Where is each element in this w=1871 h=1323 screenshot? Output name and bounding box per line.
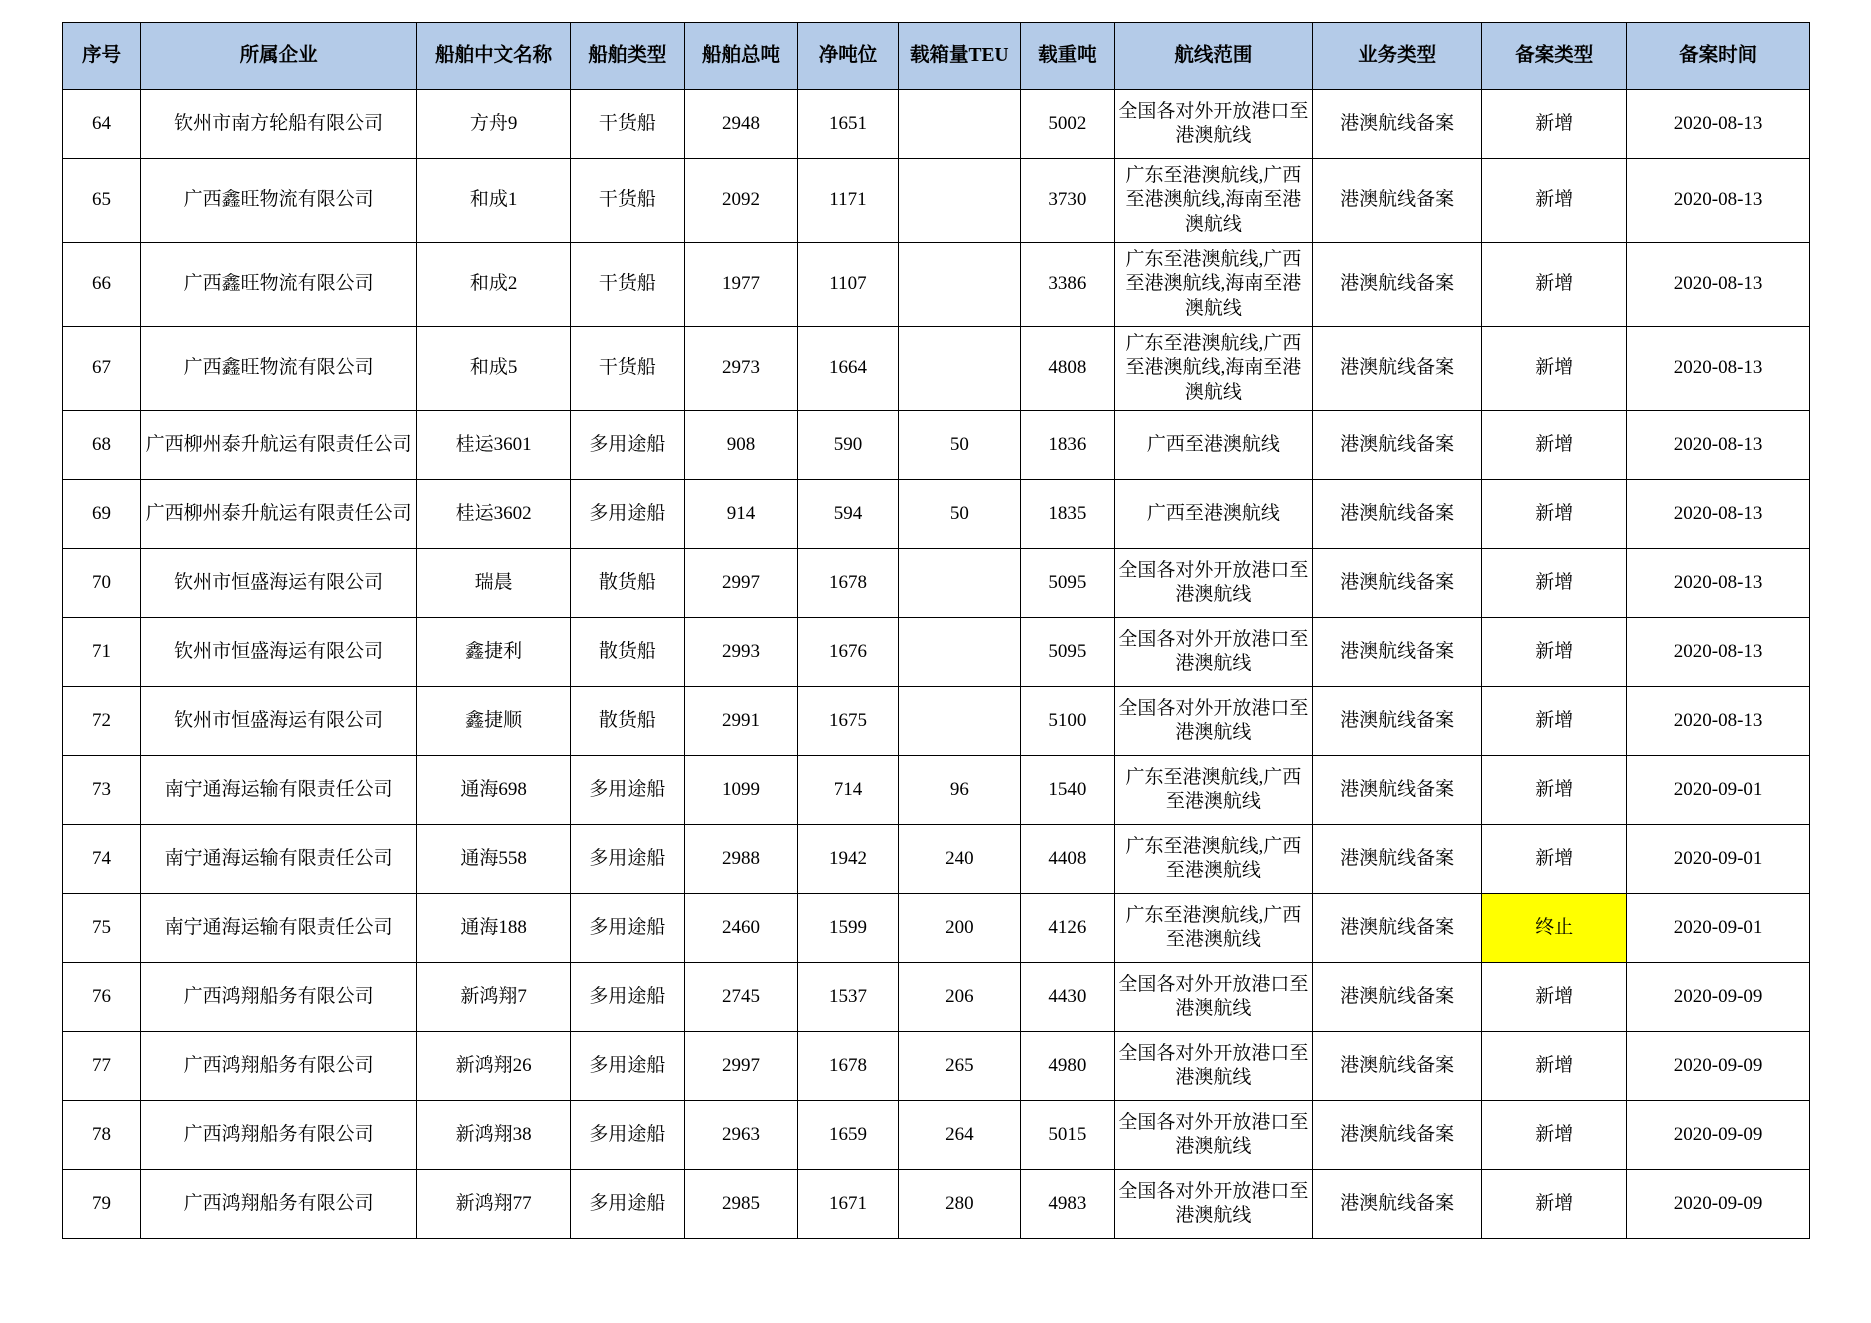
table-row [63,755,1810,824]
cell-net-tonnage: 1537 [798,962,898,1031]
cell-company: 广西鸿翔船务有限公司 [140,962,416,1031]
cell-gross-tonnage: 908 [684,410,798,479]
cell-deadweight: 4430 [1021,962,1115,1031]
cell-index: 79 [63,1169,141,1238]
column-header-business-type: 业务类型 [1313,23,1482,90]
cell-vessel-type: 多用途船 [571,479,685,548]
cell-route-range: 全国各对外开放港口至港澳航线 [1114,1031,1312,1100]
cell-company: 南宁通海运输有限责任公司 [140,893,416,962]
cell-net-tonnage: 1171 [798,159,898,243]
cell-deadweight: 1540 [1021,755,1115,824]
cell-record-type: 新增 [1482,1100,1627,1169]
table-row [63,1169,1810,1238]
cell-vessel-name: 桂运3602 [417,479,571,548]
cell-deadweight: 3386 [1021,242,1115,326]
cell-net-tonnage: 1678 [798,1031,898,1100]
cell-business-type: 港澳航线备案 [1313,1100,1482,1169]
column-header-deadweight: 载重吨 [1021,23,1115,90]
table-row [63,824,1810,893]
cell-record-type-terminated: 终止 [1482,893,1627,962]
cell-teu: 280 [898,1169,1021,1238]
cell-business-type: 港澳航线备案 [1313,90,1482,159]
cell-vessel-type: 干货船 [571,90,685,159]
cell-record-date: 2020-09-09 [1627,1169,1810,1238]
cell-company: 广西鑫旺物流有限公司 [140,326,416,410]
cell-route-range: 广东至港澳航线,广西至港澳航线 [1114,824,1312,893]
cell-gross-tonnage: 2985 [684,1169,798,1238]
column-header-vessel-type: 船舶类型 [571,23,685,90]
cell-teu [898,159,1021,243]
cell-gross-tonnage: 1099 [684,755,798,824]
cell-route-range: 广东至港澳航线,广西至港澳航线 [1114,755,1312,824]
cell-gross-tonnage: 2092 [684,159,798,243]
cell-record-type: 新增 [1482,410,1627,479]
cell-net-tonnage: 1659 [798,1100,898,1169]
cell-net-tonnage: 1678 [798,548,898,617]
cell-vessel-name: 桂运3601 [417,410,571,479]
table-row [63,326,1810,410]
cell-index: 71 [63,617,141,686]
table-row [63,686,1810,755]
column-header-vessel-name: 船舶中文名称 [417,23,571,90]
cell-record-date: 2020-08-13 [1627,242,1810,326]
cell-vessel-name: 通海188 [417,893,571,962]
cell-vessel-type: 干货船 [571,159,685,243]
cell-vessel-type: 多用途船 [571,1100,685,1169]
cell-business-type: 港澳航线备案 [1313,617,1482,686]
cell-business-type: 港澳航线备案 [1313,326,1482,410]
cell-gross-tonnage: 914 [684,479,798,548]
cell-vessel-name: 新鸿翔77 [417,1169,571,1238]
cell-business-type: 港澳航线备案 [1313,893,1482,962]
cell-vessel-type: 散货船 [571,686,685,755]
cell-vessel-name: 鑫捷利 [417,617,571,686]
cell-record-type: 新增 [1482,90,1627,159]
cell-record-date: 2020-08-13 [1627,159,1810,243]
cell-gross-tonnage: 2991 [684,686,798,755]
cell-company: 广西鑫旺物流有限公司 [140,159,416,243]
cell-record-date: 2020-09-09 [1627,1031,1810,1100]
cell-record-type: 新增 [1482,962,1627,1031]
table-header-row [63,23,1810,90]
cell-gross-tonnage: 2963 [684,1100,798,1169]
table-body [63,90,1810,1239]
cell-vessel-type: 多用途船 [571,824,685,893]
cell-teu: 50 [898,410,1021,479]
cell-route-range: 广东至港澳航线,广西至港澳航线 [1114,893,1312,962]
cell-company: 广西柳州泰升航运有限责任公司 [140,479,416,548]
cell-teu [898,90,1021,159]
cell-vessel-type: 多用途船 [571,755,685,824]
cell-index: 72 [63,686,141,755]
cell-record-date: 2020-08-13 [1627,686,1810,755]
cell-route-range: 广西至港澳航线 [1114,410,1312,479]
cell-record-type: 新增 [1482,479,1627,548]
cell-record-type: 新增 [1482,755,1627,824]
cell-vessel-type: 多用途船 [571,1031,685,1100]
cell-vessel-type: 多用途船 [571,893,685,962]
cell-deadweight: 4126 [1021,893,1115,962]
cell-record-type: 新增 [1482,617,1627,686]
cell-route-range: 全国各对外开放港口至港澳航线 [1114,90,1312,159]
cell-teu: 200 [898,893,1021,962]
cell-record-type: 新增 [1482,242,1627,326]
cell-vessel-name: 新鸿翔38 [417,1100,571,1169]
cell-net-tonnage: 594 [798,479,898,548]
cell-record-date: 2020-08-13 [1627,479,1810,548]
cell-record-type: 新增 [1482,824,1627,893]
cell-teu: 96 [898,755,1021,824]
cell-route-range: 广东至港澳航线,广西至港澳航线,海南至港澳航线 [1114,326,1312,410]
cell-record-date: 2020-09-09 [1627,962,1810,1031]
cell-vessel-name: 新鸿翔26 [417,1031,571,1100]
cell-index: 78 [63,1100,141,1169]
column-header-record-type: 备案类型 [1482,23,1627,90]
cell-gross-tonnage: 2973 [684,326,798,410]
cell-net-tonnage: 1107 [798,242,898,326]
cell-vessel-name: 瑞晨 [417,548,571,617]
cell-business-type: 港澳航线备案 [1313,410,1482,479]
table-row [63,90,1810,159]
cell-vessel-name: 和成5 [417,326,571,410]
cell-route-range: 全国各对外开放港口至港澳航线 [1114,686,1312,755]
cell-business-type: 港澳航线备案 [1313,755,1482,824]
cell-company: 南宁通海运输有限责任公司 [140,755,416,824]
cell-gross-tonnage: 1977 [684,242,798,326]
cell-route-range: 全国各对外开放港口至港澳航线 [1114,962,1312,1031]
cell-gross-tonnage: 2948 [684,90,798,159]
cell-deadweight: 5100 [1021,686,1115,755]
cell-teu [898,326,1021,410]
table-row [63,1031,1810,1100]
table-row [63,893,1810,962]
cell-vessel-type: 散货船 [571,617,685,686]
cell-record-date: 2020-09-01 [1627,755,1810,824]
cell-index: 69 [63,479,141,548]
cell-vessel-type: 干货船 [571,242,685,326]
cell-net-tonnage: 1942 [798,824,898,893]
cell-teu: 206 [898,962,1021,1031]
cell-vessel-name: 和成2 [417,242,571,326]
column-header-company: 所属企业 [140,23,416,90]
cell-index: 73 [63,755,141,824]
cell-index: 66 [63,242,141,326]
cell-deadweight: 1836 [1021,410,1115,479]
cell-gross-tonnage: 2745 [684,962,798,1031]
cell-business-type: 港澳航线备案 [1313,686,1482,755]
cell-net-tonnage: 1676 [798,617,898,686]
cell-index: 74 [63,824,141,893]
cell-company: 广西鸿翔船务有限公司 [140,1100,416,1169]
cell-business-type: 港澳航线备案 [1313,548,1482,617]
cell-vessel-name: 新鸿翔7 [417,962,571,1031]
cell-record-type: 新增 [1482,159,1627,243]
cell-business-type: 港澳航线备案 [1313,159,1482,243]
cell-net-tonnage: 714 [798,755,898,824]
cell-deadweight: 4408 [1021,824,1115,893]
cell-teu: 50 [898,479,1021,548]
cell-deadweight: 5015 [1021,1100,1115,1169]
cell-record-type: 新增 [1482,686,1627,755]
cell-company: 广西柳州泰升航运有限责任公司 [140,410,416,479]
cell-net-tonnage: 1599 [798,893,898,962]
cell-teu: 264 [898,1100,1021,1169]
table-row [63,479,1810,548]
cell-company: 钦州市恒盛海运有限公司 [140,617,416,686]
cell-route-range: 广西至港澳航线 [1114,479,1312,548]
cell-route-range: 广东至港澳航线,广西至港澳航线,海南至港澳航线 [1114,159,1312,243]
cell-vessel-type: 多用途船 [571,962,685,1031]
cell-record-date: 2020-08-13 [1627,326,1810,410]
cell-index: 68 [63,410,141,479]
cell-deadweight: 5002 [1021,90,1115,159]
cell-teu: 240 [898,824,1021,893]
cell-record-date: 2020-08-13 [1627,410,1810,479]
cell-business-type: 港澳航线备案 [1313,1169,1482,1238]
cell-record-type: 新增 [1482,548,1627,617]
vessel-registration-table [62,22,1810,1239]
cell-net-tonnage: 1675 [798,686,898,755]
table-row [63,242,1810,326]
cell-index: 75 [63,893,141,962]
column-header-route-range: 航线范围 [1114,23,1312,90]
cell-record-type: 新增 [1482,1031,1627,1100]
cell-gross-tonnage: 2997 [684,548,798,617]
cell-vessel-type: 干货船 [571,326,685,410]
table-row [63,410,1810,479]
cell-company: 广西鸿翔船务有限公司 [140,1169,416,1238]
cell-deadweight: 3730 [1021,159,1115,243]
column-header-index: 序号 [63,23,141,90]
table-row [63,159,1810,243]
cell-business-type: 港澳航线备案 [1313,1031,1482,1100]
cell-net-tonnage: 590 [798,410,898,479]
column-header-record-date: 备案时间 [1627,23,1810,90]
cell-record-date: 2020-09-09 [1627,1100,1810,1169]
cell-vessel-name: 通海558 [417,824,571,893]
cell-deadweight: 4983 [1021,1169,1115,1238]
cell-company: 钦州市恒盛海运有限公司 [140,686,416,755]
cell-teu [898,686,1021,755]
cell-record-date: 2020-09-01 [1627,893,1810,962]
table-row [63,548,1810,617]
cell-record-type: 新增 [1482,1169,1627,1238]
cell-record-type: 新增 [1482,326,1627,410]
cell-company: 广西鑫旺物流有限公司 [140,242,416,326]
cell-route-range: 全国各对外开放港口至港澳航线 [1114,617,1312,686]
cell-company: 钦州市南方轮船有限公司 [140,90,416,159]
cell-vessel-name: 通海698 [417,755,571,824]
cell-record-date: 2020-08-13 [1627,548,1810,617]
cell-index: 70 [63,548,141,617]
cell-deadweight: 5095 [1021,548,1115,617]
cell-company: 钦州市恒盛海运有限公司 [140,548,416,617]
cell-gross-tonnage: 2993 [684,617,798,686]
cell-net-tonnage: 1664 [798,326,898,410]
column-header-gross-tonnage: 船舶总吨 [684,23,798,90]
cell-record-date: 2020-08-13 [1627,90,1810,159]
column-header-teu: 载箱量TEU [898,23,1021,90]
column-header-net-tonnage: 净吨位 [798,23,898,90]
cell-deadweight: 5095 [1021,617,1115,686]
cell-gross-tonnage: 2997 [684,1031,798,1100]
cell-record-date: 2020-08-13 [1627,617,1810,686]
table-row [63,1100,1810,1169]
cell-route-range: 全国各对外开放港口至港澳航线 [1114,1169,1312,1238]
cell-net-tonnage: 1651 [798,90,898,159]
table-row [63,617,1810,686]
cell-index: 67 [63,326,141,410]
cell-index: 64 [63,90,141,159]
cell-index: 76 [63,962,141,1031]
cell-teu [898,548,1021,617]
cell-route-range: 全国各对外开放港口至港澳航线 [1114,548,1312,617]
cell-business-type: 港澳航线备案 [1313,479,1482,548]
cell-business-type: 港澳航线备案 [1313,824,1482,893]
cell-route-range: 全国各对外开放港口至港澳航线 [1114,1100,1312,1169]
cell-route-range: 广东至港澳航线,广西至港澳航线,海南至港澳航线 [1114,242,1312,326]
cell-vessel-type: 散货船 [571,548,685,617]
cell-gross-tonnage: 2988 [684,824,798,893]
cell-vessel-name: 鑫捷顺 [417,686,571,755]
cell-teu [898,617,1021,686]
cell-gross-tonnage: 2460 [684,893,798,962]
cell-deadweight: 4808 [1021,326,1115,410]
cell-index: 65 [63,159,141,243]
cell-vessel-name: 方舟9 [417,90,571,159]
cell-teu: 265 [898,1031,1021,1100]
cell-deadweight: 1835 [1021,479,1115,548]
cell-vessel-name: 和成1 [417,159,571,243]
table-header [63,23,1810,90]
cell-record-date: 2020-09-01 [1627,824,1810,893]
cell-deadweight: 4980 [1021,1031,1115,1100]
cell-business-type: 港澳航线备案 [1313,242,1482,326]
cell-net-tonnage: 1671 [798,1169,898,1238]
cell-vessel-type: 多用途船 [571,410,685,479]
cell-business-type: 港澳航线备案 [1313,962,1482,1031]
cell-company: 南宁通海运输有限责任公司 [140,824,416,893]
cell-teu [898,242,1021,326]
cell-company: 广西鸿翔船务有限公司 [140,1031,416,1100]
cell-index: 77 [63,1031,141,1100]
cell-vessel-type: 多用途船 [571,1169,685,1238]
table-row [63,962,1810,1031]
